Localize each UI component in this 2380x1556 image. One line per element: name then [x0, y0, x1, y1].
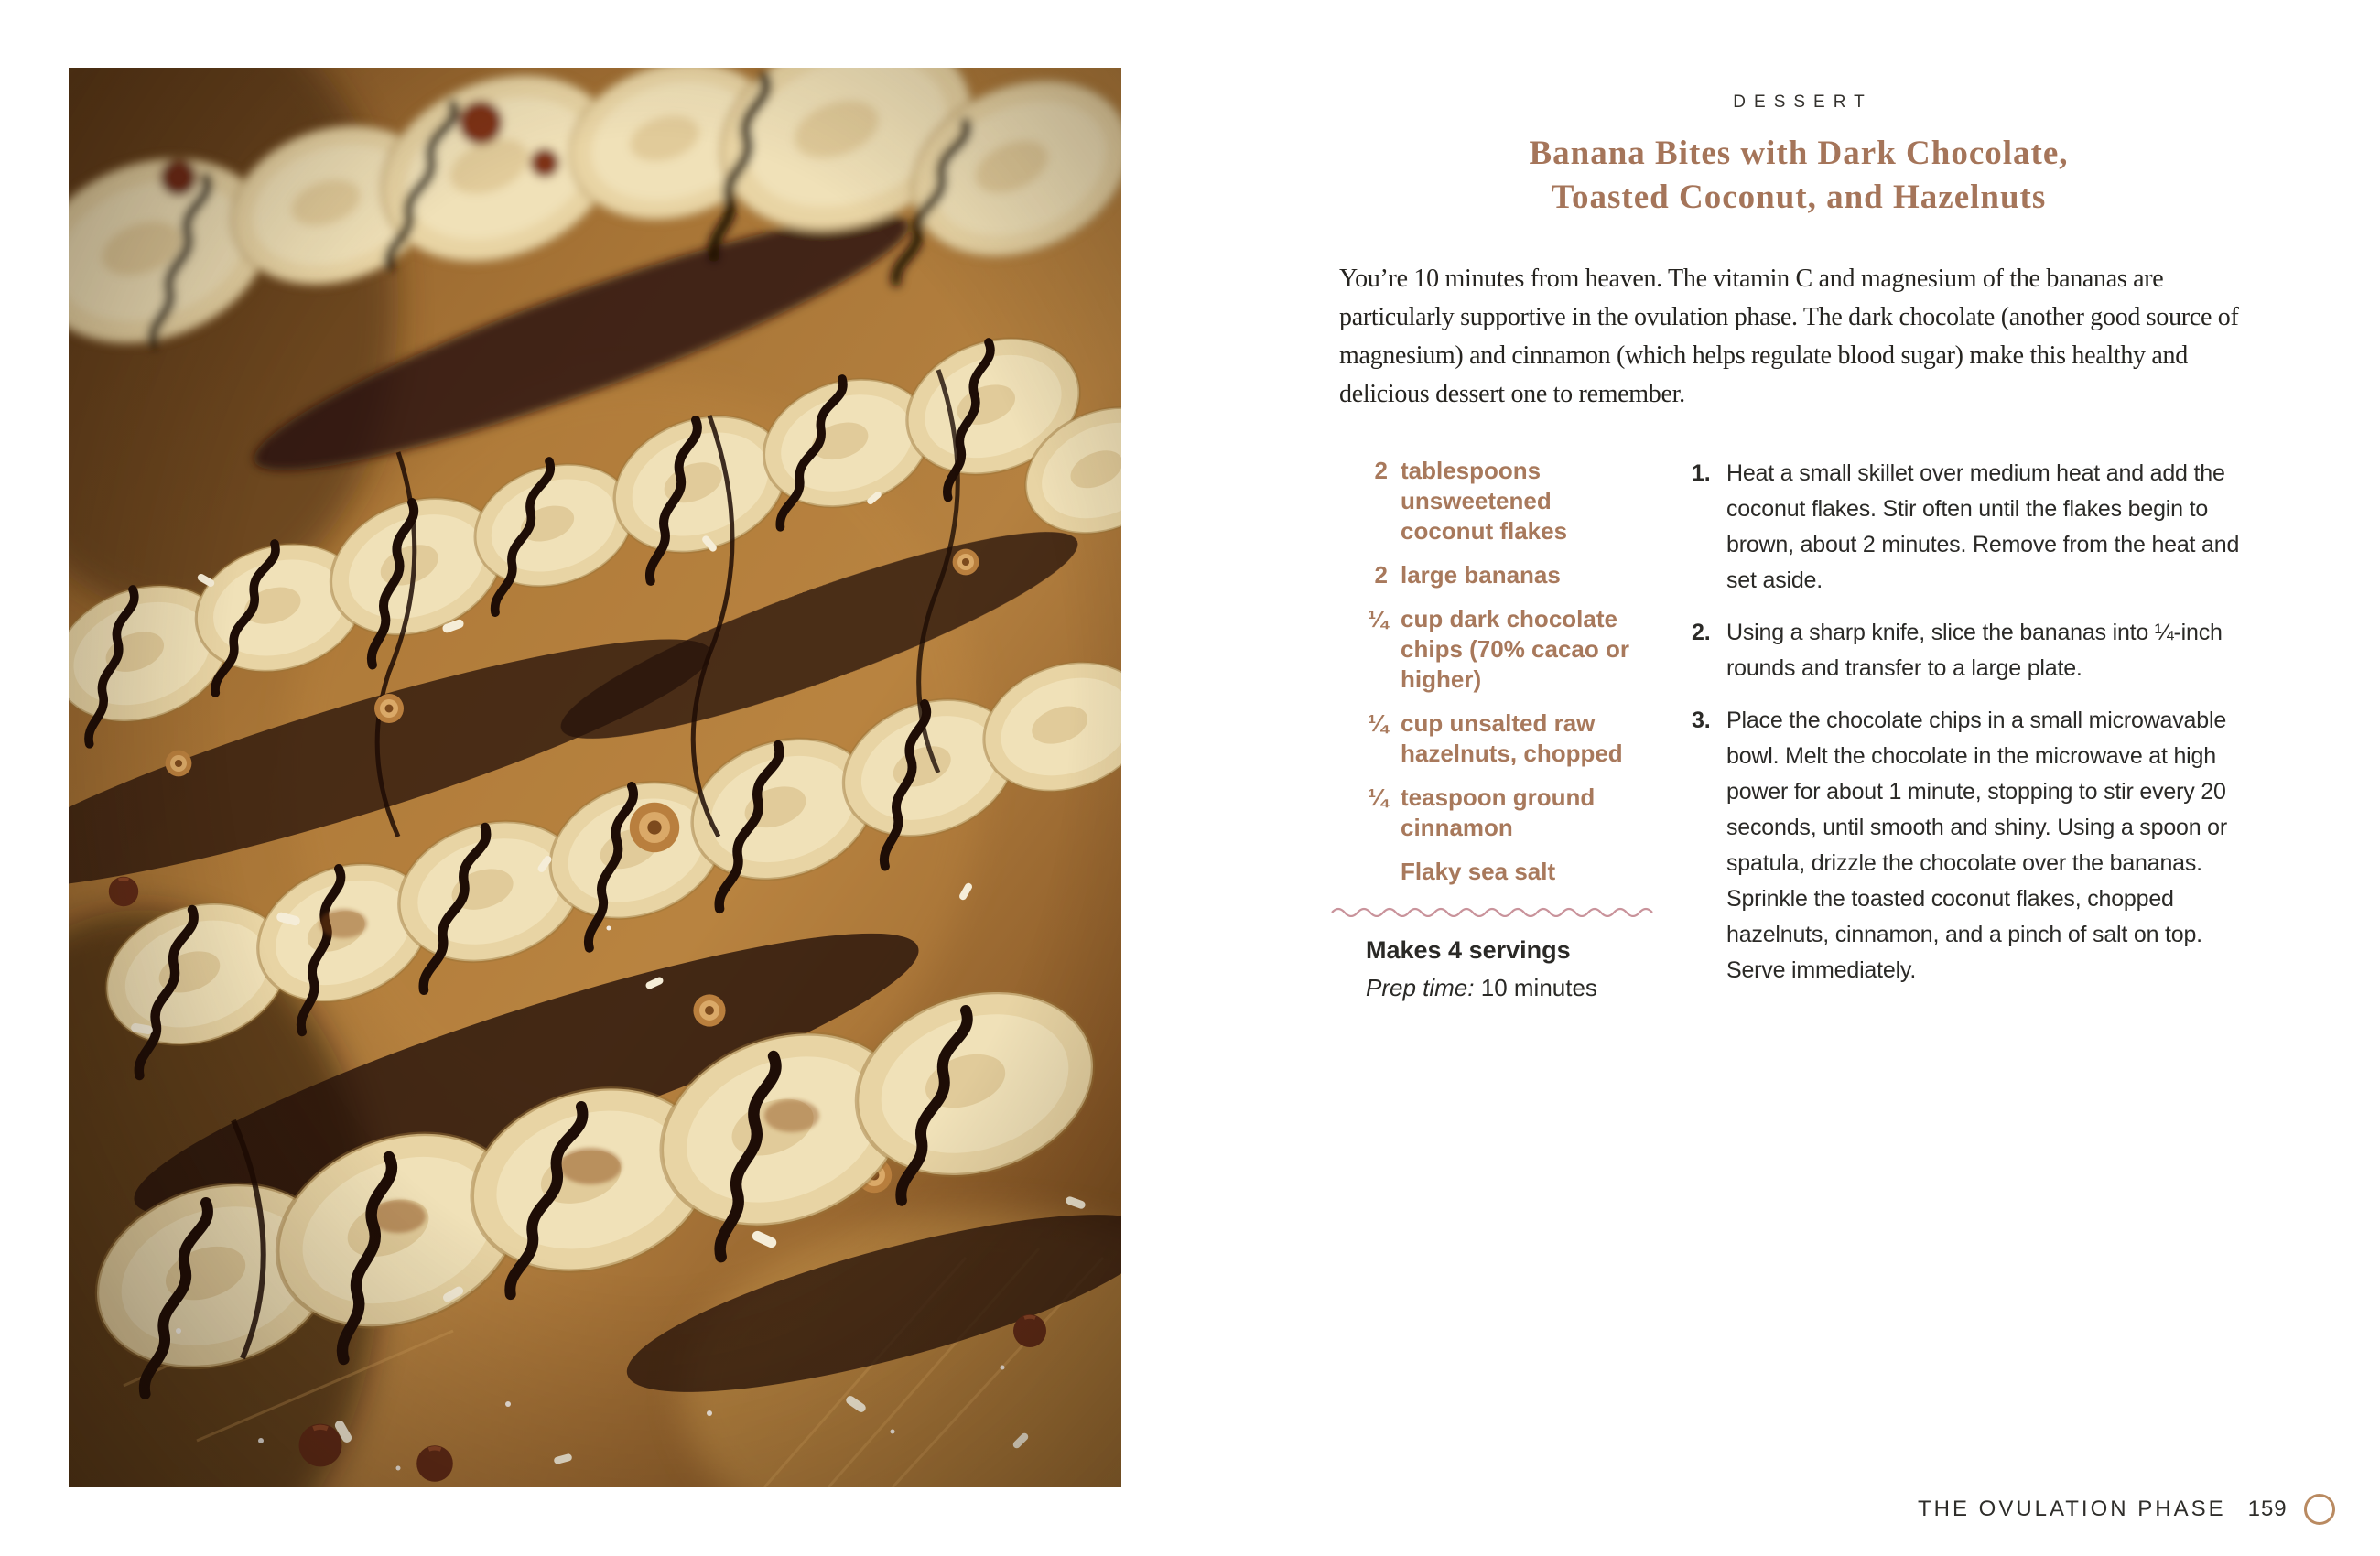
instruction-step [1692, 615, 2245, 686]
ingredient-text: cup unsalted raw hazelnuts, chopped [1401, 709, 1623, 767]
circle-outline-icon [2304, 1494, 2335, 1525]
ingredient-qty: 2 [1374, 561, 1388, 589]
ingredient-row [1362, 708, 1637, 769]
recipe-page [1336, 0, 2261, 1556]
ingredient-row [1362, 456, 1637, 546]
ingredient-qty [1362, 857, 1388, 887]
ingredient-text: Flaky sea salt [1401, 858, 1556, 885]
yield-block [1366, 936, 1668, 1002]
recipe-title-line1: Banana Bites with Dark Chocolate, [1529, 135, 2069, 172]
ingredient-qty: ¼ [1368, 709, 1388, 737]
page-footer [1918, 1494, 2335, 1525]
recipe-intro: You’re 10 minutes from heaven. The vitamin C and magnesium of the bananas are particularly supportive in the ovulation phase. The dark chocolate (another good source of magnesium) and cinnamon (which helps regulate blood sugar) make this healthy and delicious dessert one to remember. [1339, 265, 2239, 408]
ingredient-text: teaspoon ground cinnamon [1401, 783, 1596, 841]
instruction-step [1692, 456, 2245, 599]
recipe-photo-illustration [69, 68, 1121, 1487]
prep-time [1366, 974, 1668, 1002]
wavy-divider [1331, 904, 1653, 917]
ingredient-row [1362, 857, 1637, 887]
step-text: Place the chocolate chips in a small microwavable bowl. Melt the chocolate in the microwave at high power for about 1 minute, stopping to stir every 20 seconds, until smooth and shiny. Using a spoon or spatula, drizzle the chocolate over the bananas. Sprinkle the toasted coconut flakes, chopped hazelnuts, cinnamon, and a pinch of salt on top. Serve immediately. [1726, 708, 2227, 983]
step-number: 1. [1692, 460, 1711, 486]
ingredient-row [1362, 783, 1637, 843]
prep-time-value: 10 minutes [1480, 974, 1597, 1001]
instruction-list [1692, 456, 2245, 1005]
ingredient-list [1362, 456, 1637, 901]
ingredient-text: tablespoons unsweetened coconut flakes [1401, 457, 1568, 545]
category-kicker: DESSERT [1733, 92, 1873, 112]
page-number: 159 [2247, 1497, 2288, 1521]
footer-section-title: THE OVULATION PHASE [1918, 1497, 2226, 1521]
step-text: Heat a small skillet over medium heat and add the coconut flakes. Stir often until the flakes begin to brown, about 2 minutes. Remove from the heat and set aside. [1726, 460, 2240, 593]
recipe-title-line2: Toasted Coconut, and Hazelnuts [1551, 178, 2047, 216]
ingredient-qty: ¼ [1368, 783, 1388, 811]
step-number: 2. [1692, 620, 1711, 645]
step-text: Using a sharp knife, slice the bananas into ¼-inch rounds and transfer to a large plate. [1726, 620, 2223, 681]
servings-text: Makes 4 servings [1366, 936, 1571, 964]
ingredient-qty: 2 [1374, 457, 1388, 484]
ingredient-qty: ¼ [1368, 605, 1388, 632]
ingredient-row [1362, 560, 1637, 590]
step-number: 3. [1692, 708, 1711, 733]
prep-time-label: Prep time: [1366, 974, 1475, 1001]
ingredient-row [1362, 604, 1637, 695]
recipe-photo [69, 68, 1121, 1487]
photo-vignette [69, 68, 1121, 1487]
ingredient-text: large bananas [1401, 561, 1561, 589]
ingredient-text: cup dark chocolate chips (70% cacao or higher) [1401, 605, 1629, 693]
instruction-step [1692, 703, 2245, 989]
recipe-title [1336, 132, 2261, 220]
